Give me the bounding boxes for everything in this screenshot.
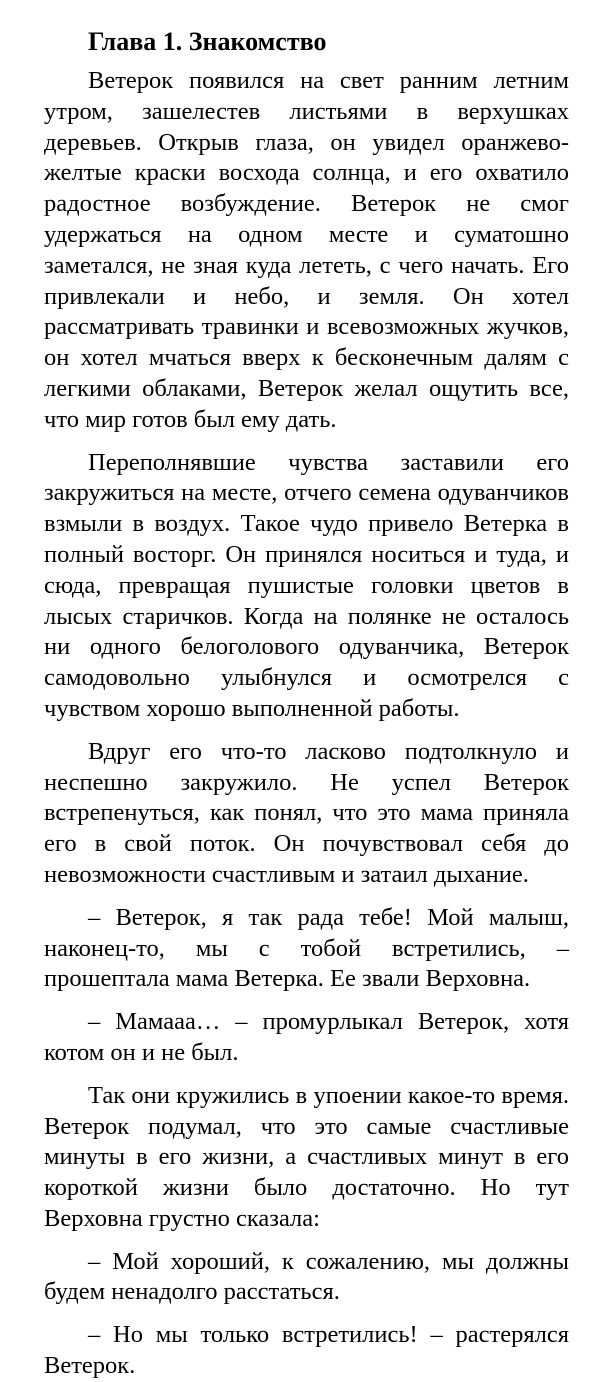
paragraph: Ветерок появился на свет ранним летним утром, зашелестев листьями в верхушках деревьев. Открыв глаза, он увидел оранжево-желтые краски восхода солнца, и его охватило радостное возбуждение. Ветерок не смог удержаться на одном месте и суматошно заметался, не зная куда лететь, с чего начать. Его привлекали и небо, и земля. Он хотел рассматривать травинки и всевозможных жучков, он хотел мчаться вверх к бесконечным далям с легкими облаками, Ветерок желал ощутить все, что мир готов был ему дать. xyxy=(44,67,569,433)
dialogue-paragraph: – Мой хороший, к сожалению, мы должны будем ненадолго расстаться. xyxy=(44,1247,569,1306)
paragraph: Так они кружились в упоении какое-то время. Ветерок подумал, что это самые счастливые минуты в его жизни, а счастливых минут в его короткой жизни было достаточно. Но тут Верховна грустно сказала: xyxy=(44,1081,569,1232)
paragraph: Вдруг его что-то ласково подтолкнуло и неспешно закружило. Не успел Ветерок встрепенуться, как понял, что это мама приняла его в свой поток. Он почувствовал себя до невозможности счастливым и затаил дыхание. xyxy=(44,737,569,888)
dialogue-paragraph: – Ветерок, я так рада тебе! Мой малыш, наконец-то, мы с тобой встретились, – прошептала мама Ветерка. Ее звали Верховна. xyxy=(44,903,569,993)
dialogue-paragraph: – Но мы только встретились! – растерялся Ветерок. xyxy=(44,1321,569,1380)
paragraph: Переполнявшие чувства заставили его закружиться на месте, отчего семена одуванчиков взмыли в воздух. Такое чудо привело Ветерка в полный восторг. Он принялся носиться и туда, и сюда, превращая пушистые головки цветов в лысых старичков. Когда на полянке не осталось ни одного белоголового одуванчика, Ветерок самодовольно улыбнулся и осмотрелся с чувством хорошо выполненной работы. xyxy=(44,448,569,722)
dialogue-paragraph: – Мамааа… – промурлыкал Ветерок, хотя котом он и не был. xyxy=(44,1008,569,1066)
chapter-title: Глава 1. Знакомство xyxy=(88,27,327,56)
